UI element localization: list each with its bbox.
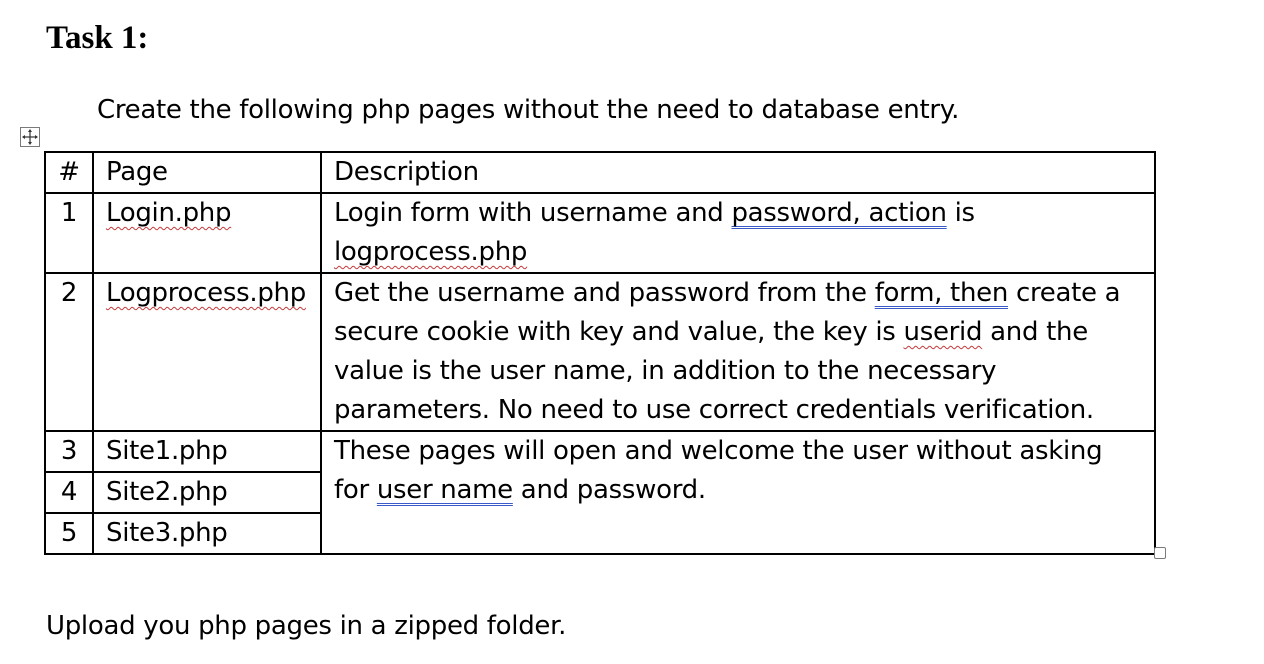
table-move-handle-icon[interactable] [20,127,40,147]
row-page [93,193,321,273]
description-text: is [946,198,975,228]
description-line [334,194,1146,233]
row-page: Site3.php [93,513,321,554]
row-page: Site1.php [93,431,321,472]
row-description [321,193,1155,273]
row-page: Site2.php [93,472,321,513]
header-description: Description [321,152,1155,193]
grammar-flag: action [868,198,947,228]
description-line: parameters. No need to use correct credentials verification. [334,395,1094,425]
description-text: and the [982,317,1088,347]
page-name: Login.php [106,198,232,228]
grammar-flag: user name [376,475,513,505]
row-description [321,273,1155,431]
intro-paragraph: Create the following php pages without the need to database entry. [97,95,960,125]
table-resize-handle[interactable] [1154,547,1166,559]
description-line: value is the user name, in addition to the necessary [334,356,997,386]
table-row [45,431,1155,472]
row-num: 4 [45,472,93,513]
row-num: 3 [45,431,93,472]
spelling-flag: logprocess.php [334,237,528,267]
row-num: 2 [45,273,93,431]
spelling-flag: userid [903,317,983,347]
row-description [321,431,1155,554]
row-page [93,273,321,431]
description-line [334,274,1146,313]
task-heading: Task 1: [46,20,149,56]
description-text: for [334,475,377,505]
table-row [45,193,1155,273]
description-text: secure cookie with key and value, the key is [334,317,904,347]
grammar-flag: then [950,278,1008,308]
description-line [334,471,1146,510]
table-row [45,273,1155,431]
description-text: Login form with username and [334,198,732,228]
grammar-flag [942,278,950,308]
row-num: 1 [45,193,93,273]
header-num: # [45,152,93,193]
upload-instruction: Upload you php pages in a zipped folder. [46,611,567,641]
row-num: 5 [45,513,93,554]
table-header-row [45,152,1155,193]
grammar-flag: password, [731,198,861,228]
page-name: Logprocess.php [106,278,306,308]
description-text: Get the username and password from the [334,278,875,308]
description-line [334,233,1146,272]
description-line [334,313,1146,352]
task-table [44,151,1156,555]
header-page: Page [93,152,321,193]
description-line: These pages will open and welcome the user without asking [334,436,1103,466]
grammar-flag: form, [874,278,943,308]
description-text: create a [1008,278,1121,308]
description-text: and password. [512,475,706,505]
